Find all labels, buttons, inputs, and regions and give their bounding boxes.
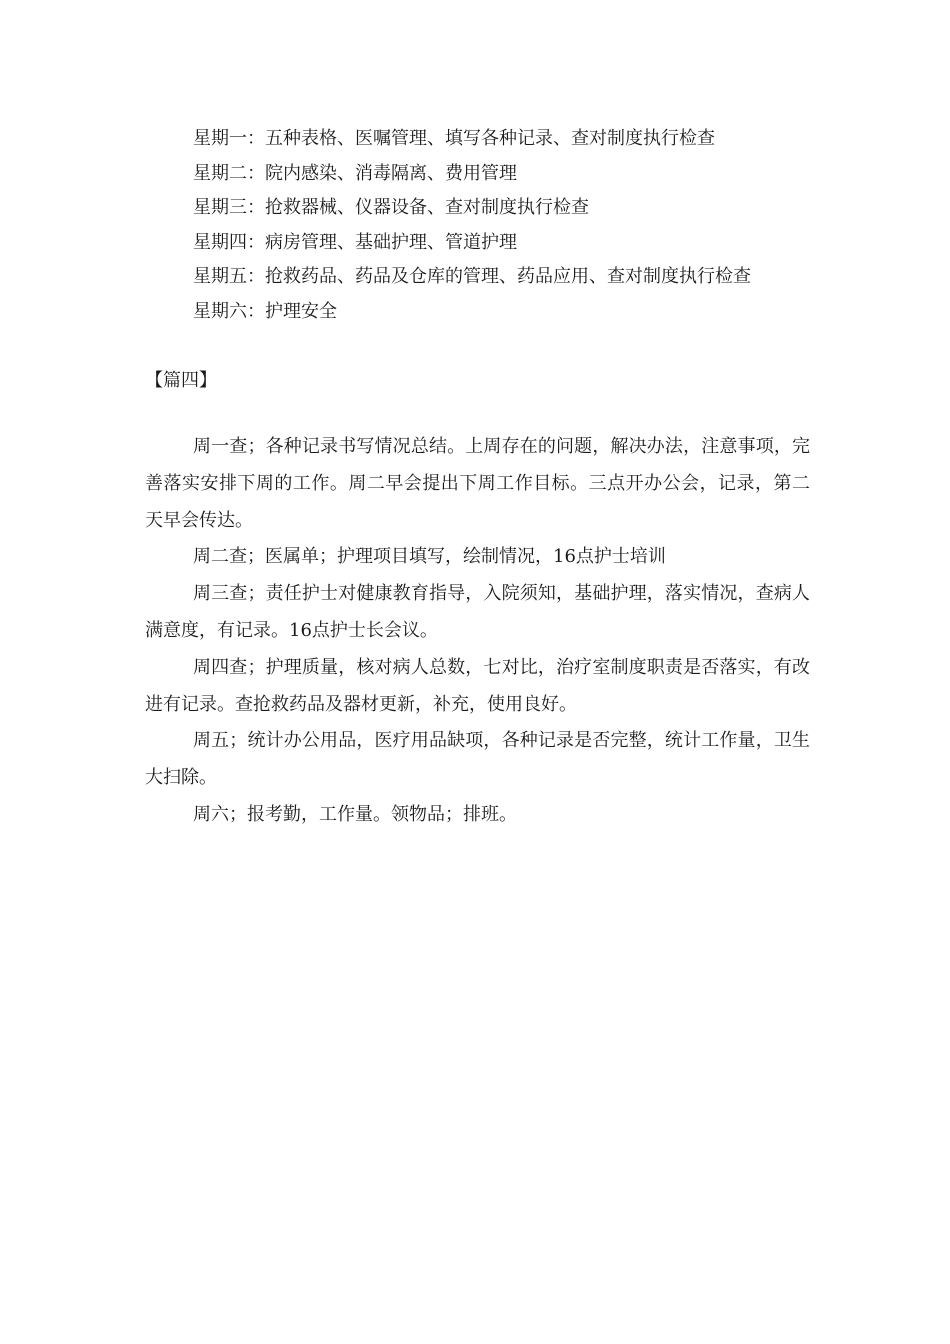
paragraph-thursday: 周四查；护理质量，核对病人总数，七对比，治疗室制度职责是否落实，有改进有记录。查抢救药品及器材更新，补充，使用良好。 [145, 656, 810, 715]
paragraph-tuesday: 周二查；医属单；护理项目填写，绘制情况，16点护士培训 [193, 546, 666, 568]
schedule-line-monday: 星期一：五种表格、医嘱管理、填写各种记录、查对制度执行检查 [193, 128, 715, 149]
schedule-line-tuesday: 星期二：院内感染、消毒隔离、费用管理 [193, 162, 517, 184]
weekly-schedule [193, 122, 873, 329]
schedule-line-wednesday: 星期三：抢救器械、仪器设备、查对制度执行检查 [193, 197, 589, 218]
section-heading: 【篇四】 [145, 370, 217, 391]
schedule-line-friday: 星期五：抢救药品、药品及仓库的管理、药品应用、查对制度执行检查 [193, 266, 751, 287]
paragraph-monday: 周一查；各种记录书写情况总结。上周存在的问题，解决办法，注意事项，完善落实安排下周的工作。周二早会提出下周工作目标。三点开办公会，记录，第二天早会传达。 [145, 436, 810, 531]
paragraph-friday: 周五；统计办公用品，医疗用品缺项，各种记录是否完整，统计工作量，卫生大扫除。 [145, 730, 810, 789]
paragraph-saturday: 周六；报考勤，工作量。领物品；排班。 [193, 803, 517, 825]
schedule-line-saturday: 星期六：护理安全 [193, 300, 337, 322]
paragraph-wednesday: 周三查；责任护士对健康教育指导，入院须知，基础护理，落实情况，查病人满意度，有记录。16点护士长会议。 [145, 583, 810, 641]
schedule-line-thursday: 星期四：病房管理、基础护理、管道护理 [193, 231, 517, 253]
body-text [145, 429, 810, 834]
